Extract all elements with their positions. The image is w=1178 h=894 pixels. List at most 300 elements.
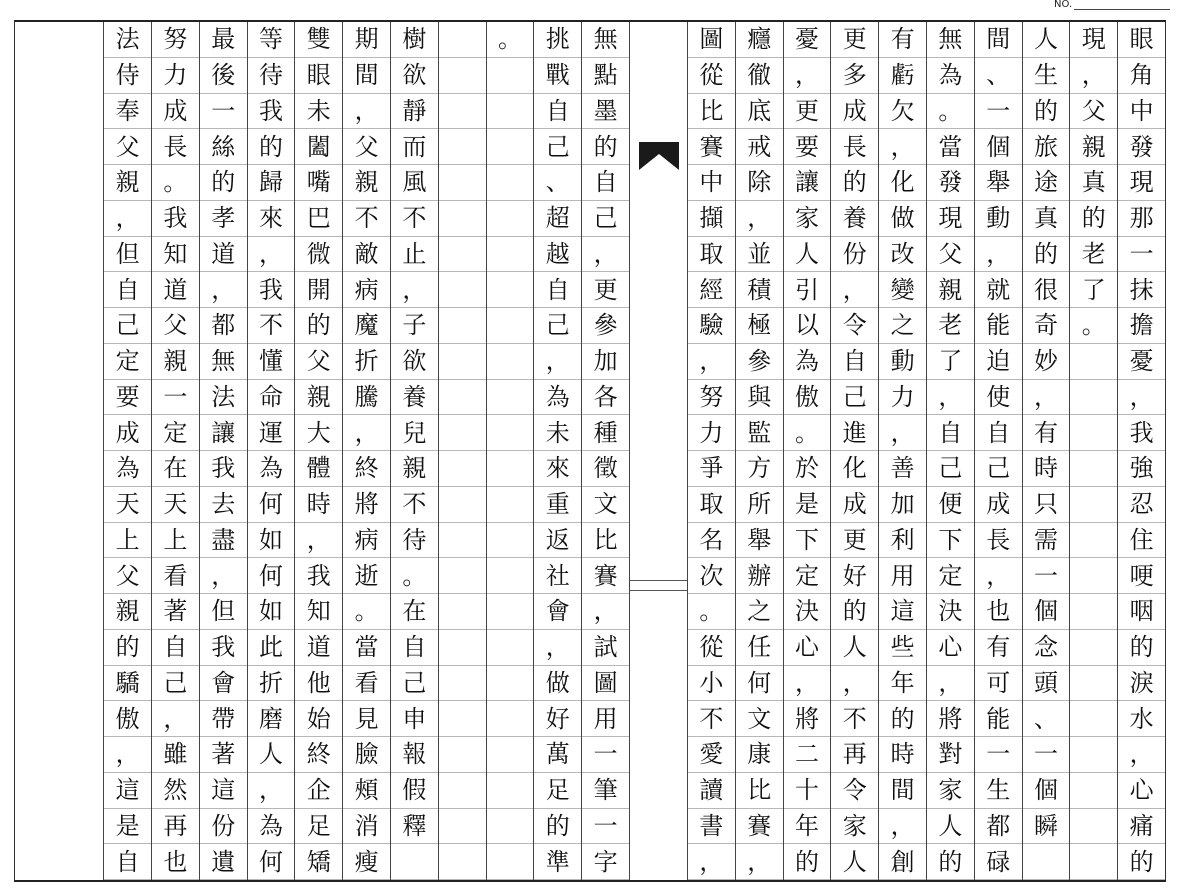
character-cell <box>487 523 534 559</box>
character-cell: 折 <box>343 344 390 380</box>
character-cell: 戰 <box>534 58 581 94</box>
character-cell: ， <box>248 237 295 273</box>
character-cell <box>487 237 534 273</box>
character-cell: 報 <box>391 737 438 773</box>
character-cell: 父 <box>343 129 390 165</box>
character-cell: 著 <box>152 594 199 630</box>
center-fold-column <box>629 22 687 880</box>
character-cell <box>487 94 534 130</box>
character-cell: ， <box>688 344 735 380</box>
character-cell: 之 <box>879 308 926 344</box>
character-cell: 。 <box>927 94 974 130</box>
character-cell: ， <box>736 844 783 880</box>
character-cell: ， <box>391 272 438 308</box>
character-cell: 臉 <box>343 737 390 773</box>
character-cell: 取 <box>688 237 735 273</box>
character-cell: 命 <box>248 380 295 416</box>
page-number-label: NO. <box>1054 0 1073 10</box>
character-cell: 圖 <box>582 666 629 702</box>
character-cell: 這 <box>200 773 247 809</box>
character-cell: 下 <box>784 523 831 559</box>
character-cell: 。 <box>343 594 390 630</box>
character-cell <box>439 523 486 559</box>
fold-rule <box>630 590 687 591</box>
character-cell: 當 <box>927 129 974 165</box>
character-cell: 時 <box>295 487 342 523</box>
character-cell: 靜 <box>391 94 438 130</box>
character-cell: 待 <box>248 58 295 94</box>
character-cell: 監 <box>736 415 783 451</box>
character-cell <box>439 487 486 523</box>
character-cell: 驕 <box>104 666 151 702</box>
character-cell: 令 <box>831 308 878 344</box>
character-cell: 將 <box>343 487 390 523</box>
character-cell: 也 <box>152 844 199 880</box>
character-cell: 忍 <box>1118 487 1165 523</box>
character-cell <box>439 558 486 594</box>
character-cell <box>487 415 534 451</box>
character-cell: 去 <box>200 487 247 523</box>
character-cell: 定 <box>152 415 199 451</box>
character-cell <box>439 666 486 702</box>
manuscript-column <box>830 22 878 880</box>
character-cell: 擷 <box>688 201 735 237</box>
character-cell: 讀 <box>688 773 735 809</box>
character-cell <box>630 201 687 237</box>
character-cell: 的 <box>831 165 878 201</box>
character-cell: ， <box>688 844 735 880</box>
character-cell: 家 <box>784 201 831 237</box>
character-cell: ， <box>534 344 581 380</box>
character-cell <box>487 380 534 416</box>
character-cell: 家 <box>831 809 878 845</box>
character-cell <box>439 594 486 630</box>
character-cell: 何 <box>248 558 295 594</box>
character-cell: 可 <box>975 666 1022 702</box>
character-cell: 之 <box>736 594 783 630</box>
character-cell: 進 <box>831 415 878 451</box>
character-cell <box>630 844 687 880</box>
character-cell <box>487 165 534 201</box>
character-cell: 挑 <box>534 22 581 58</box>
character-cell: 憂 <box>784 22 831 58</box>
character-cell: 為 <box>784 344 831 380</box>
character-cell: 病 <box>343 272 390 308</box>
character-cell <box>630 22 687 58</box>
character-cell: 小 <box>688 666 735 702</box>
character-cell: 間 <box>343 58 390 94</box>
character-cell <box>630 594 687 630</box>
character-cell: 不 <box>391 201 438 237</box>
character-cell: 做 <box>534 666 581 702</box>
character-cell: 努 <box>152 22 199 58</box>
character-cell: 己 <box>831 380 878 416</box>
character-cell <box>630 523 687 559</box>
character-cell <box>439 773 486 809</box>
character-cell: ， <box>343 415 390 451</box>
character-cell: 、 <box>534 165 581 201</box>
character-cell: 途 <box>1023 165 1070 201</box>
character-cell: 驗 <box>688 308 735 344</box>
character-cell: 不 <box>391 487 438 523</box>
character-cell: 康 <box>736 737 783 773</box>
character-cell: 當 <box>343 630 390 666</box>
character-cell: 舉 <box>736 523 783 559</box>
character-cell: ， <box>975 558 1022 594</box>
fold-marker-icon <box>637 140 681 180</box>
character-cell: 年 <box>784 809 831 845</box>
character-cell: ， <box>104 737 151 773</box>
character-cell: 一 <box>975 737 1022 773</box>
character-cell: ， <box>200 272 247 308</box>
character-cell <box>439 237 486 273</box>
manuscript-column <box>1117 22 1165 880</box>
character-cell <box>1070 737 1117 773</box>
character-cell: 矯 <box>295 844 342 880</box>
character-cell: 無 <box>927 22 974 58</box>
character-cell: 親 <box>152 344 199 380</box>
character-cell: 懂 <box>248 344 295 380</box>
character-cell <box>1070 666 1117 702</box>
character-cell: 做 <box>879 201 926 237</box>
character-cell <box>1023 844 1070 880</box>
character-cell: 自 <box>104 272 151 308</box>
character-cell: 二 <box>784 737 831 773</box>
character-cell: 絲 <box>200 129 247 165</box>
character-cell: 敵 <box>343 237 390 273</box>
character-cell: 闔 <box>295 129 342 165</box>
character-cell: 而 <box>391 129 438 165</box>
character-cell: 更 <box>582 272 629 308</box>
character-cell: 逝 <box>343 558 390 594</box>
character-cell: 賽 <box>688 129 735 165</box>
character-cell: 抹 <box>1118 272 1165 308</box>
character-cell: 個 <box>975 129 1022 165</box>
character-cell <box>439 737 486 773</box>
manuscript-column <box>687 22 735 880</box>
character-cell <box>630 380 687 416</box>
character-cell: 為 <box>104 451 151 487</box>
character-cell: 欠 <box>879 94 926 130</box>
character-cell: 我 <box>295 558 342 594</box>
character-cell: 傲 <box>784 380 831 416</box>
character-cell: 我 <box>248 272 295 308</box>
character-cell: 消 <box>343 809 390 845</box>
character-cell: 要 <box>784 129 831 165</box>
character-cell: 、 <box>975 58 1022 94</box>
character-cell <box>1070 701 1117 737</box>
manuscript-grid <box>14 20 1166 882</box>
character-cell: 親 <box>391 451 438 487</box>
character-cell: ， <box>784 666 831 702</box>
character-cell: 終 <box>343 451 390 487</box>
character-cell: 的 <box>295 308 342 344</box>
character-cell <box>630 630 687 666</box>
character-cell: 角 <box>1118 58 1165 94</box>
character-cell: 人 <box>248 737 295 773</box>
character-cell <box>1070 630 1117 666</box>
character-cell: 力 <box>688 415 735 451</box>
character-cell: 加 <box>582 344 629 380</box>
character-cell: 超 <box>534 201 581 237</box>
character-cell: 生 <box>1023 58 1070 94</box>
character-cell: 動 <box>879 344 926 380</box>
character-cell: 待 <box>391 523 438 559</box>
character-cell <box>630 451 687 487</box>
character-cell <box>630 809 687 845</box>
character-cell <box>439 701 486 737</box>
character-cell: 人 <box>831 844 878 880</box>
character-cell: ， <box>831 666 878 702</box>
character-cell <box>439 272 486 308</box>
character-cell <box>439 22 486 58</box>
character-cell: 自 <box>534 272 581 308</box>
character-cell: ， <box>582 237 629 273</box>
manuscript-column <box>294 22 342 880</box>
character-cell: 強 <box>1118 451 1165 487</box>
manuscript-column <box>199 22 247 880</box>
character-cell: 次 <box>688 558 735 594</box>
character-cell: 一 <box>152 380 199 416</box>
character-cell: 己 <box>927 451 974 487</box>
character-cell <box>439 380 486 416</box>
character-cell <box>487 773 534 809</box>
character-cell: 的 <box>784 844 831 880</box>
character-cell: 何 <box>248 844 295 880</box>
character-cell: 養 <box>391 380 438 416</box>
character-cell <box>630 487 687 523</box>
character-cell: 我 <box>248 94 295 130</box>
character-cell <box>439 415 486 451</box>
character-cell: 帶 <box>200 701 247 737</box>
character-cell: 水 <box>1118 701 1165 737</box>
character-cell: 足 <box>295 809 342 845</box>
manuscript-column <box>342 22 390 880</box>
character-cell <box>487 487 534 523</box>
character-cell: 法 <box>200 380 247 416</box>
character-cell: 決 <box>927 594 974 630</box>
character-cell: 準 <box>534 844 581 880</box>
character-cell: 心 <box>1118 773 1165 809</box>
character-cell: 父 <box>104 558 151 594</box>
character-cell: 眼 <box>1118 22 1165 58</box>
character-cell: 的 <box>1118 844 1165 880</box>
character-cell: ， <box>582 594 629 630</box>
character-cell: 欲 <box>391 344 438 380</box>
character-cell: 這 <box>104 773 151 809</box>
character-cell: 賽 <box>582 558 629 594</box>
character-cell: 下 <box>927 523 974 559</box>
character-cell: 名 <box>688 523 735 559</box>
character-cell: 不 <box>343 201 390 237</box>
manuscript-column <box>533 22 581 880</box>
character-cell: 自 <box>927 415 974 451</box>
character-cell <box>630 94 687 130</box>
character-cell: 長 <box>152 129 199 165</box>
character-cell: 定 <box>104 344 151 380</box>
character-cell: 決 <box>784 594 831 630</box>
character-cell: 道 <box>295 630 342 666</box>
character-cell: 折 <box>248 666 295 702</box>
page-number-line <box>1074 9 1170 10</box>
character-cell: 為 <box>927 58 974 94</box>
character-cell: 遺 <box>200 844 247 880</box>
character-cell: 淚 <box>1118 666 1165 702</box>
character-cell: 未 <box>534 415 581 451</box>
character-cell: 有 <box>1023 415 1070 451</box>
character-cell: 了 <box>1070 272 1117 308</box>
character-cell: 加 <box>879 487 926 523</box>
character-cell: 來 <box>534 451 581 487</box>
character-cell: 咽 <box>1118 594 1165 630</box>
character-cell <box>439 58 486 94</box>
character-cell: 對 <box>927 737 974 773</box>
character-cell: 再 <box>831 737 878 773</box>
character-cell: 經 <box>688 272 735 308</box>
manuscript-column <box>1022 22 1070 880</box>
character-cell: 終 <box>295 737 342 773</box>
character-cell <box>487 451 534 487</box>
character-cell: 。 <box>688 594 735 630</box>
character-cell: 有 <box>879 22 926 58</box>
character-cell: 上 <box>152 523 199 559</box>
character-cell: ， <box>879 129 926 165</box>
character-cell: 真 <box>1070 165 1117 201</box>
character-cell: 書 <box>688 809 735 845</box>
character-cell: 期 <box>343 22 390 58</box>
character-cell: 真 <box>1023 201 1070 237</box>
character-cell: 人 <box>784 237 831 273</box>
character-cell: 人 <box>1023 22 1070 58</box>
manuscript-column <box>247 22 295 880</box>
character-cell: 但 <box>104 237 151 273</box>
manuscript-column <box>1069 22 1117 880</box>
fold-rule <box>630 580 687 581</box>
character-cell <box>1070 558 1117 594</box>
character-cell: 子 <box>391 308 438 344</box>
character-cell: 己 <box>152 666 199 702</box>
character-cell: 更 <box>831 523 878 559</box>
character-cell: 多 <box>831 58 878 94</box>
character-cell: 。 <box>487 22 534 58</box>
character-cell: 頭 <box>1023 666 1070 702</box>
manuscript-column <box>486 22 534 880</box>
character-cell: 好 <box>831 558 878 594</box>
character-cell: 自 <box>104 844 151 880</box>
character-cell <box>439 630 486 666</box>
character-cell: 迫 <box>975 344 1022 380</box>
character-cell: 會 <box>200 666 247 702</box>
character-cell: 的 <box>1023 94 1070 130</box>
character-cell: 份 <box>831 237 878 273</box>
character-cell: 長 <box>975 523 1022 559</box>
character-cell: 社 <box>534 558 581 594</box>
character-cell: 虧 <box>879 58 926 94</box>
character-cell: 的 <box>1023 237 1070 273</box>
character-cell: 十 <box>784 773 831 809</box>
character-cell: ， <box>927 380 974 416</box>
manuscript-column <box>390 22 438 880</box>
character-cell: 老 <box>1070 237 1117 273</box>
character-cell: 父 <box>927 237 974 273</box>
character-cell: 墨 <box>582 94 629 130</box>
character-cell: 成 <box>975 487 1022 523</box>
character-cell <box>630 737 687 773</box>
character-cell: 自 <box>152 630 199 666</box>
character-cell: 定 <box>927 558 974 594</box>
character-cell: 賽 <box>736 809 783 845</box>
character-cell: 比 <box>582 523 629 559</box>
character-cell: 自 <box>831 344 878 380</box>
character-cell: 我 <box>200 630 247 666</box>
character-cell: 人 <box>831 630 878 666</box>
character-cell: 份 <box>200 809 247 845</box>
character-cell: 。 <box>152 165 199 201</box>
character-cell: 與 <box>736 380 783 416</box>
character-cell: 眼 <box>295 58 342 94</box>
character-cell: 了 <box>927 344 974 380</box>
character-cell: 微 <box>295 237 342 273</box>
character-cell: 任 <box>736 630 783 666</box>
character-cell: 再 <box>152 809 199 845</box>
character-cell: 癮 <box>736 22 783 58</box>
character-cell: 。 <box>391 558 438 594</box>
character-cell: 看 <box>152 558 199 594</box>
character-cell: 一 <box>582 809 629 845</box>
character-cell: 萬 <box>534 737 581 773</box>
character-cell: 各 <box>582 380 629 416</box>
character-cell: 一 <box>975 94 1022 130</box>
character-cell: 擔 <box>1118 308 1165 344</box>
character-cell: 一 <box>1023 558 1070 594</box>
character-cell <box>487 630 534 666</box>
character-cell: 心 <box>784 630 831 666</box>
character-cell: 法 <box>104 22 151 58</box>
character-cell: 此 <box>248 630 295 666</box>
character-cell: 種 <box>582 415 629 451</box>
character-cell: 假 <box>391 773 438 809</box>
character-cell: 讓 <box>784 165 831 201</box>
character-cell: 定 <box>784 558 831 594</box>
character-cell: 企 <box>295 773 342 809</box>
character-cell: 中 <box>688 165 735 201</box>
character-cell: 參 <box>582 308 629 344</box>
character-cell: 奇 <box>1023 308 1070 344</box>
character-cell: 己 <box>391 666 438 702</box>
character-cell: ， <box>879 415 926 451</box>
character-cell: 父 <box>1070 94 1117 130</box>
character-cell: 生 <box>975 773 1022 809</box>
character-cell: 變 <box>879 272 926 308</box>
character-cell: 老 <box>927 308 974 344</box>
character-cell: 。 <box>784 415 831 451</box>
character-cell: 看 <box>343 666 390 702</box>
character-cell: 用 <box>879 558 926 594</box>
character-cell: 。 <box>1070 308 1117 344</box>
character-cell: 更 <box>831 22 878 58</box>
character-cell: 使 <box>975 380 1022 416</box>
manuscript-column <box>735 22 783 880</box>
character-cell <box>487 666 534 702</box>
character-cell: 要 <box>104 380 151 416</box>
character-cell: 文 <box>582 487 629 523</box>
character-cell <box>1070 523 1117 559</box>
character-cell: 都 <box>975 809 1022 845</box>
manuscript-column <box>926 22 974 880</box>
character-cell: 有 <box>975 630 1022 666</box>
character-cell: 越 <box>534 237 581 273</box>
character-cell <box>630 773 687 809</box>
